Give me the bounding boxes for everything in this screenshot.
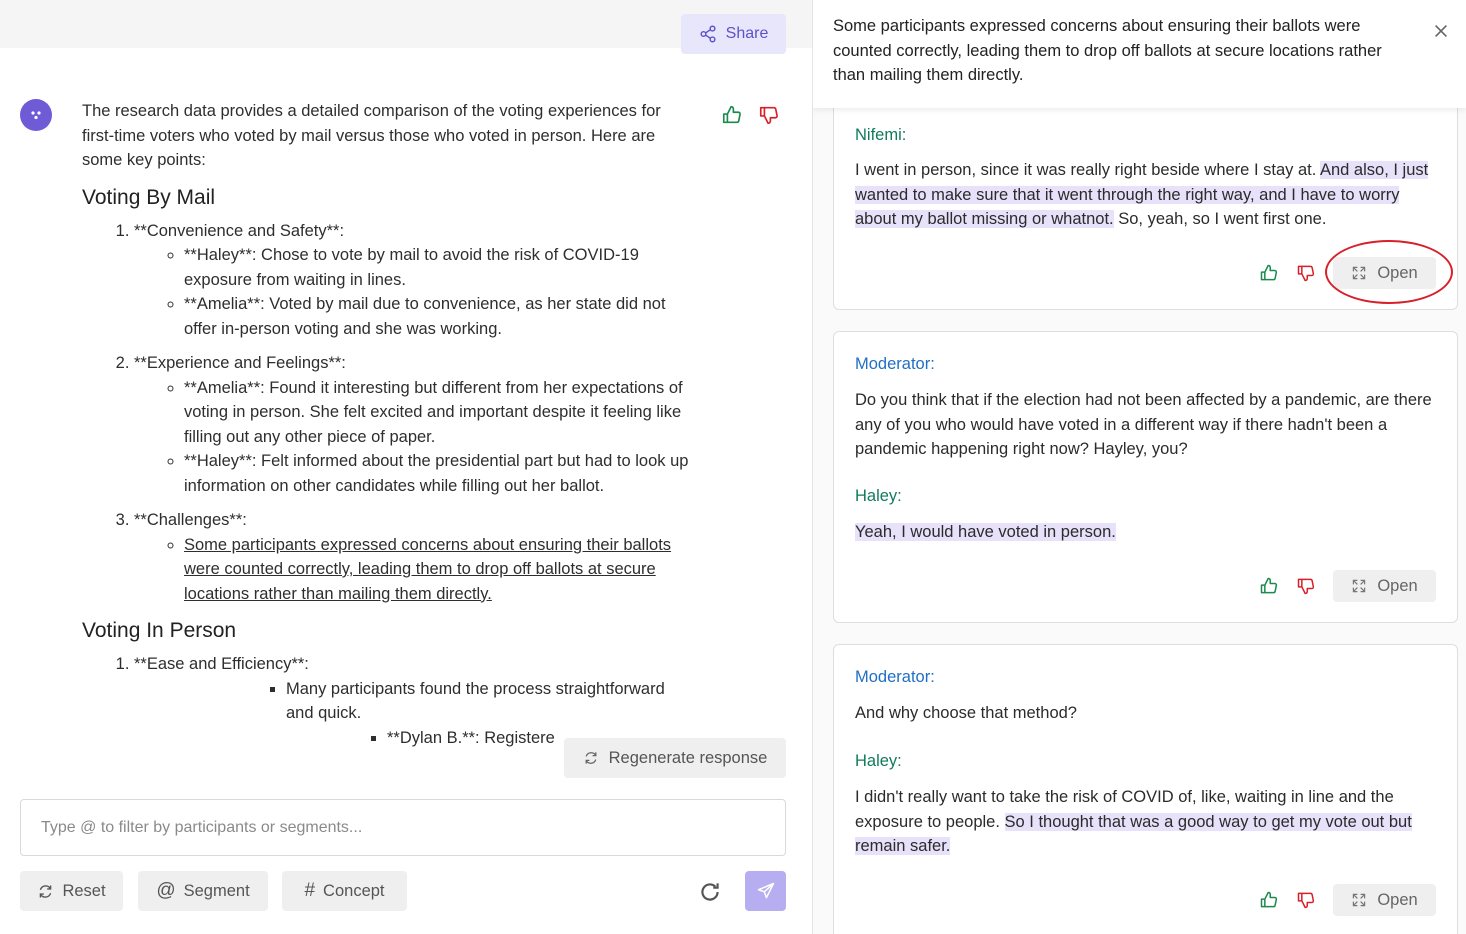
list-item: ◦ **Haley**: Chose to vote by mail to avoid the risk of COVID-19 exposure from waiting in lines. bbox=[184, 243, 692, 292]
section-title-mail: Voting By Mail bbox=[82, 185, 216, 209]
thumbs-down-icon[interactable] bbox=[758, 104, 780, 126]
utterance-text: Do you think that if the election had not been affected by a pandemic, are there any of you who would have voted in a different way if there hadn't been a pandemic happening right now? Hayley, you? bbox=[855, 391, 1432, 458]
transcript-card bbox=[833, 644, 1458, 934]
concept-button[interactable] bbox=[282, 871, 407, 911]
share-label: Share bbox=[725, 25, 769, 42]
thumbs-up-icon[interactable] bbox=[721, 104, 743, 126]
regenerate-button[interactable] bbox=[564, 738, 786, 778]
speaker-name: Nifemi: bbox=[855, 126, 907, 144]
transcript-card bbox=[833, 80, 1458, 310]
send-icon bbox=[756, 881, 776, 901]
concept-label: Concept bbox=[323, 881, 385, 900]
segment-label: Segment bbox=[183, 881, 250, 900]
reset-icon bbox=[37, 883, 54, 900]
answer-intro: The research data provides a detailed comparison of the voting experiences for first-time voters who voted by mail versus those who voted in person. Here are some key points: bbox=[82, 102, 661, 169]
list-item bbox=[134, 219, 692, 342]
citation-header-text: Some participants expressed concerns about ensuring their ballots were counted correctly, leading them to drop off ballots at secure locations rather than mailing them directly. bbox=[833, 17, 1382, 84]
citation-panel bbox=[813, 0, 1466, 934]
reset-label: Reset bbox=[62, 881, 106, 900]
open-button[interactable] bbox=[1333, 570, 1436, 602]
open-button[interactable] bbox=[1333, 257, 1436, 289]
share-icon bbox=[699, 25, 717, 43]
utterance-plain: I went in person, since it was really right beside where I stay at. bbox=[855, 161, 1320, 179]
speaker-name: Haley: bbox=[855, 487, 902, 505]
thumbs-down-icon[interactable] bbox=[1296, 576, 1316, 596]
utterance-text: And why choose that method? bbox=[855, 704, 1077, 722]
at-icon: @ bbox=[156, 880, 176, 901]
utterance-text bbox=[855, 785, 1445, 859]
utterance-text bbox=[855, 158, 1445, 232]
utterance-plain: So, yeah, so I went first one. bbox=[1113, 210, 1327, 228]
regenerate-icon bbox=[583, 750, 599, 766]
utterance-highlight: And also, I just wanted to make sure that it went through the right way, and I have to worry about my ballot missing or whatnot. bbox=[855, 161, 1429, 228]
transcript-card bbox=[833, 331, 1458, 623]
open-button[interactable] bbox=[1333, 884, 1436, 916]
list-item bbox=[134, 652, 692, 750]
refresh-icon[interactable] bbox=[697, 879, 723, 905]
message-input[interactable] bbox=[20, 799, 786, 856]
thumbs-down-icon[interactable] bbox=[1296, 263, 1316, 283]
open-label: Open bbox=[1377, 576, 1418, 595]
expand-icon bbox=[1351, 265, 1367, 281]
list-item: ◦ **Amelia**: Voted by mail due to convenience, as her state did not offer in-person voting and she was working. bbox=[184, 292, 692, 341]
segment-button[interactable] bbox=[138, 871, 268, 911]
assistant-answer bbox=[82, 99, 692, 779]
list-item: ▪ Many participants found the process straightforward and quick. bbox=[286, 677, 692, 726]
citation-link[interactable]: ◦ Some participants expressed concerns about ensuring their ballots were counted correctly, leading them to drop off ballots at secure locations rather than mailing them directly. bbox=[184, 533, 692, 607]
expand-icon bbox=[1351, 892, 1367, 908]
list-item bbox=[134, 508, 692, 606]
list-item-label: **Experience and Feelings**: bbox=[134, 354, 346, 372]
speaker-name: Haley: bbox=[855, 752, 902, 770]
speaker-name: Moderator: bbox=[855, 355, 935, 373]
list-item-label: **Challenges**: bbox=[134, 511, 247, 529]
utterance-highlight: So I thought that was a good way to get my vote out but remain safer. bbox=[855, 812, 1412, 855]
list-item-label: **Convenience and Safety**: bbox=[134, 221, 345, 240]
speaker-name: Moderator: bbox=[855, 668, 935, 686]
thumbs-down-icon[interactable] bbox=[1296, 890, 1316, 910]
thumbs-up-icon[interactable] bbox=[1259, 263, 1279, 283]
close-icon[interactable] bbox=[1432, 22, 1450, 40]
list-item bbox=[134, 351, 692, 498]
reset-button[interactable] bbox=[20, 871, 123, 911]
open-label: Open bbox=[1377, 263, 1418, 282]
open-label: Open bbox=[1377, 890, 1418, 909]
share-button[interactable] bbox=[681, 14, 786, 54]
utterance-highlight: Yeah, I would have voted in person. bbox=[855, 523, 1116, 541]
send-button[interactable] bbox=[745, 871, 786, 911]
list-item: ◦ **Amelia**: Found it interesting but different from her expectations of voting in person. She felt excited and important despite it feeling like filling out any other piece of paper. bbox=[184, 376, 692, 450]
ai-avatar-icon bbox=[20, 99, 52, 131]
in-person-list bbox=[82, 652, 692, 750]
hash-icon: # bbox=[304, 880, 316, 901]
mail-list bbox=[82, 219, 692, 607]
section-title-in-person: Voting In Person bbox=[82, 619, 237, 642]
list-item-label: **Ease and Efficiency**: bbox=[134, 655, 309, 673]
thumbs-up-icon[interactable] bbox=[1259, 576, 1279, 596]
citation-header bbox=[813, 0, 1466, 108]
list-item: ▪ **Dylan B.**: Registere bbox=[387, 726, 692, 751]
list-item: ◦ **Haley**: Felt informed about the presidential part but had to look up information on other candidates while filling out her ballot. bbox=[184, 449, 692, 498]
utterance-plain: I didn't really want to take the risk of COVID of, like, waiting in line and the exposure to people. bbox=[855, 788, 1394, 831]
regenerate-label: Regenerate response bbox=[608, 748, 768, 767]
utterance-text bbox=[855, 520, 1445, 545]
expand-icon bbox=[1351, 578, 1367, 594]
thumbs-up-icon[interactable] bbox=[1259, 890, 1279, 910]
